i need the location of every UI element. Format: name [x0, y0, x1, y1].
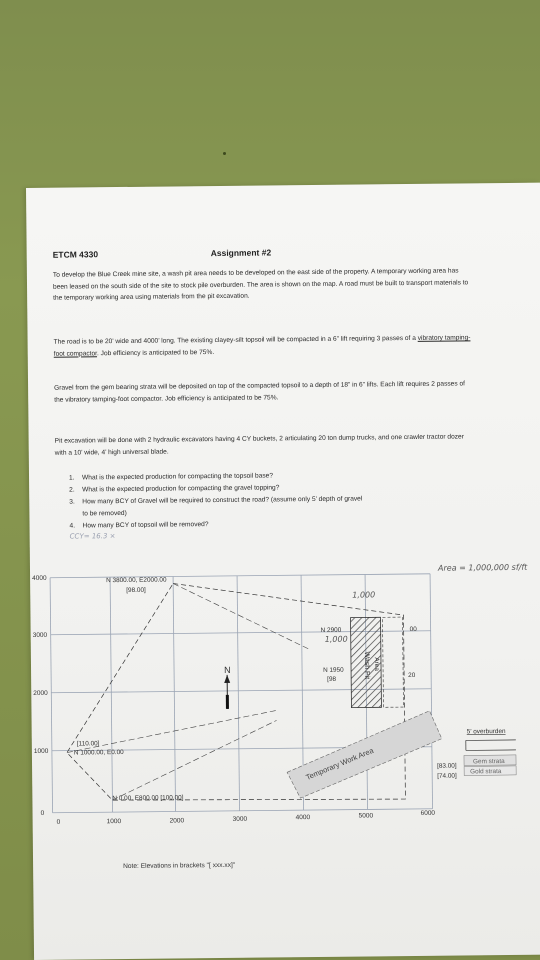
s-point-label: N 0.00, E800.00 [100.00]	[112, 794, 184, 803]
question-3: 3. How many BCY of Gravel will be required to construct the road? (assume only 5’ depth of gravel	[69, 495, 363, 506]
x-tick-5000: 5000	[358, 812, 374, 820]
assignment-title: Assignment #2	[210, 247, 272, 259]
legend-gold: Gold strata	[470, 768, 502, 776]
y-tick-0: 0	[40, 809, 45, 817]
ne-point-elev: [98.00]	[126, 586, 146, 594]
north-arrow	[224, 665, 231, 709]
temporary-work-area	[287, 711, 443, 799]
course-code: ETCM 4330	[52, 249, 99, 260]
wash-pit-label: Wash Pit	[362, 651, 371, 680]
temp-area-label: Temporary Work Area	[304, 745, 375, 782]
x-tick-4000: 4000	[295, 814, 311, 822]
n1950-label: N 1950	[323, 666, 344, 674]
question-4: 4. How many BCY of topsoil will be removed?	[69, 521, 209, 530]
x-tick-3000: 3000	[232, 815, 248, 823]
w-point-elev: [110.00]	[76, 740, 100, 748]
y-tick-1000: 1000	[33, 747, 49, 755]
question-3-cont: to be removed)	[82, 509, 127, 518]
n1950-elev: [98	[327, 675, 337, 683]
assignment-sheet	[26, 183, 540, 960]
x-tick-2000: 2000	[169, 817, 185, 825]
question-1: 1. What is the expected production for compacting the topsoil base?	[69, 472, 274, 482]
x-tick-6000: 6000	[420, 809, 436, 817]
n2900-label: N 2900	[320, 626, 342, 634]
paragraph-excavation: Pit excavation will be done with 2 hydraulic excavators having 4 CY buckets, 2 articulating 20 ton dump trucks, and one crawler tractor dozer with a 10’ wide, 4’ high universal blade.	[54, 433, 464, 457]
y-tick-3000: 3000	[32, 631, 48, 639]
compactor-link-text: vibratory tamping-foot compactor	[53, 334, 471, 358]
w-point-label: N 1000.00, E0.00	[73, 749, 124, 757]
question-2: 2. What is the expected production for compacting the gravel topping?	[69, 484, 280, 494]
paragraph-road: The road is to be 20’ wide and 4000’ long. The existing clayey-silt topsoil will be compacted in a 6” lift requiring 3 passes of a vibratory tamping-foot compactor. Job efficiency is anticipated to be 75%.	[53, 334, 471, 358]
svg-text:N: N	[224, 664, 231, 675]
paragraph-gravel: Gravel from the gem bearing strata will be deposited on top of the compacted topsoil to a depth of 18” in 6” lifts. Each lift requires 2 passes of the vibratory tamping-foot compactor. Job efficiency is anticipated to be 75%.	[54, 380, 465, 404]
dirt-speck	[223, 152, 226, 155]
wash-pit-area	[351, 617, 404, 708]
strata-legend	[437, 728, 517, 780]
legend-elev-83: [83.00]	[437, 762, 457, 770]
handwritten-1000-top: 1,000	[352, 590, 376, 600]
ne-point-label: N 3800.00, E2000.00	[106, 576, 167, 585]
handwritten-area: Area = 1,000,000 sf/ft	[437, 562, 528, 573]
legend-overburden: 5’ overburden	[466, 728, 506, 736]
elevation-note: Note: Elevations in brackets "[ xxx.xx]"	[123, 861, 236, 871]
handwritten-ccy: CCY= 16.3 ×	[69, 532, 116, 541]
right-00-label: 00	[409, 625, 417, 634]
wash-pit-area-label: Area	[372, 657, 381, 671]
legend-gem: Gem strata	[472, 758, 505, 766]
y-tick-4000: 4000	[32, 574, 47, 582]
right-20-label: 20	[408, 671, 416, 680]
site-map	[30, 558, 540, 903]
paragraph-intro: To develop the Blue Creek mine site, a wash pit area needs to be developed on the east side of the property. A temporary working area has been leased on the south side of the site to stock pile overburden. The area is shown on the map. A road must be built to transport materials to the temporary working area using materials from the pit excavation.	[52, 267, 469, 302]
legend-elev-74: [74.00]	[437, 772, 457, 780]
handwritten-1000-mid: 1,000	[324, 634, 348, 644]
y-tick-2000: 2000	[33, 689, 48, 697]
x-tick-0: 0	[56, 818, 61, 826]
x-tick-1000: 1000	[106, 818, 122, 826]
